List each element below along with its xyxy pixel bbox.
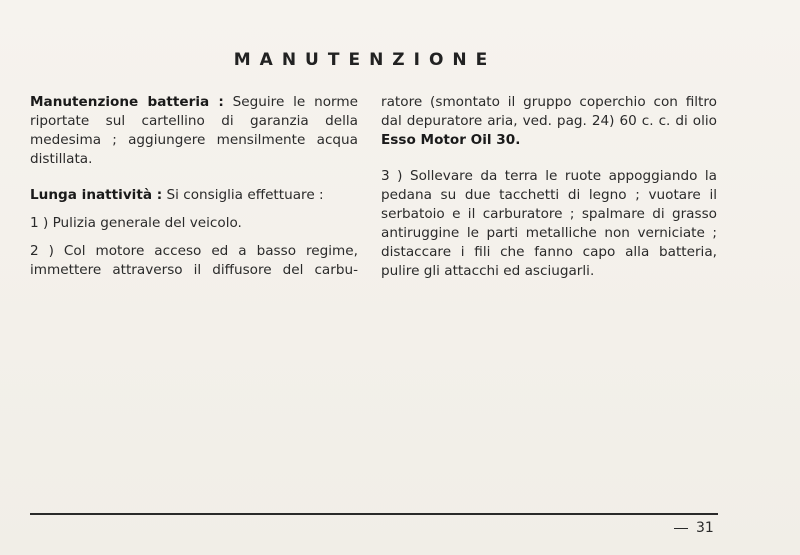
footer-rule [30,513,718,515]
inactivity-label: Lunga inattività : [30,187,163,203]
battery-paragraph [30,93,358,169]
page-title: MANUTENZIONE [233,50,497,70]
list-item-1: 1 ) Pulizia generale del veicolo. [30,215,242,231]
right-column [381,93,717,290]
list-item-2-continued-text: ratore (smontato il gruppo coperchio con filtro dal depuratore aria, ved. pag. 24) 60 c. c. di olio [381,94,717,129]
list-item-2: 2 ) Col motore acceso ed a basso regime, immettere attraverso il diffusore del carbu- [30,243,358,278]
page-number-text: 31 [696,520,714,536]
page-number-dash [674,528,688,529]
oil-brand: Esso Motor Oil 30. [381,132,521,148]
battery-text: Seguire le norme riportate sul cartellino di garanzia della medesima ; aggiungere mensilmente acqua distillata. [30,94,358,167]
inactivity-text: Si consiglia effettuare : [162,187,324,203]
inactivity-paragraph [30,186,358,205]
list-item-2-continued [381,93,717,150]
battery-label: Manutenzione batteria : [30,94,224,110]
page-number [674,520,714,536]
list-item-3: 3 ) Sollevare da terra le ruote appoggiando la pedana su due tacchetti di legno ; vuotare il serbatoio e il carburatore ; spalmare di grasso antiruggine le parti metalliche non verniciate ; distaccare i fili che fanno capo alla batteria, pulire gli attacchi ed asciugarli. [381,168,717,279]
left-column [30,93,358,289]
